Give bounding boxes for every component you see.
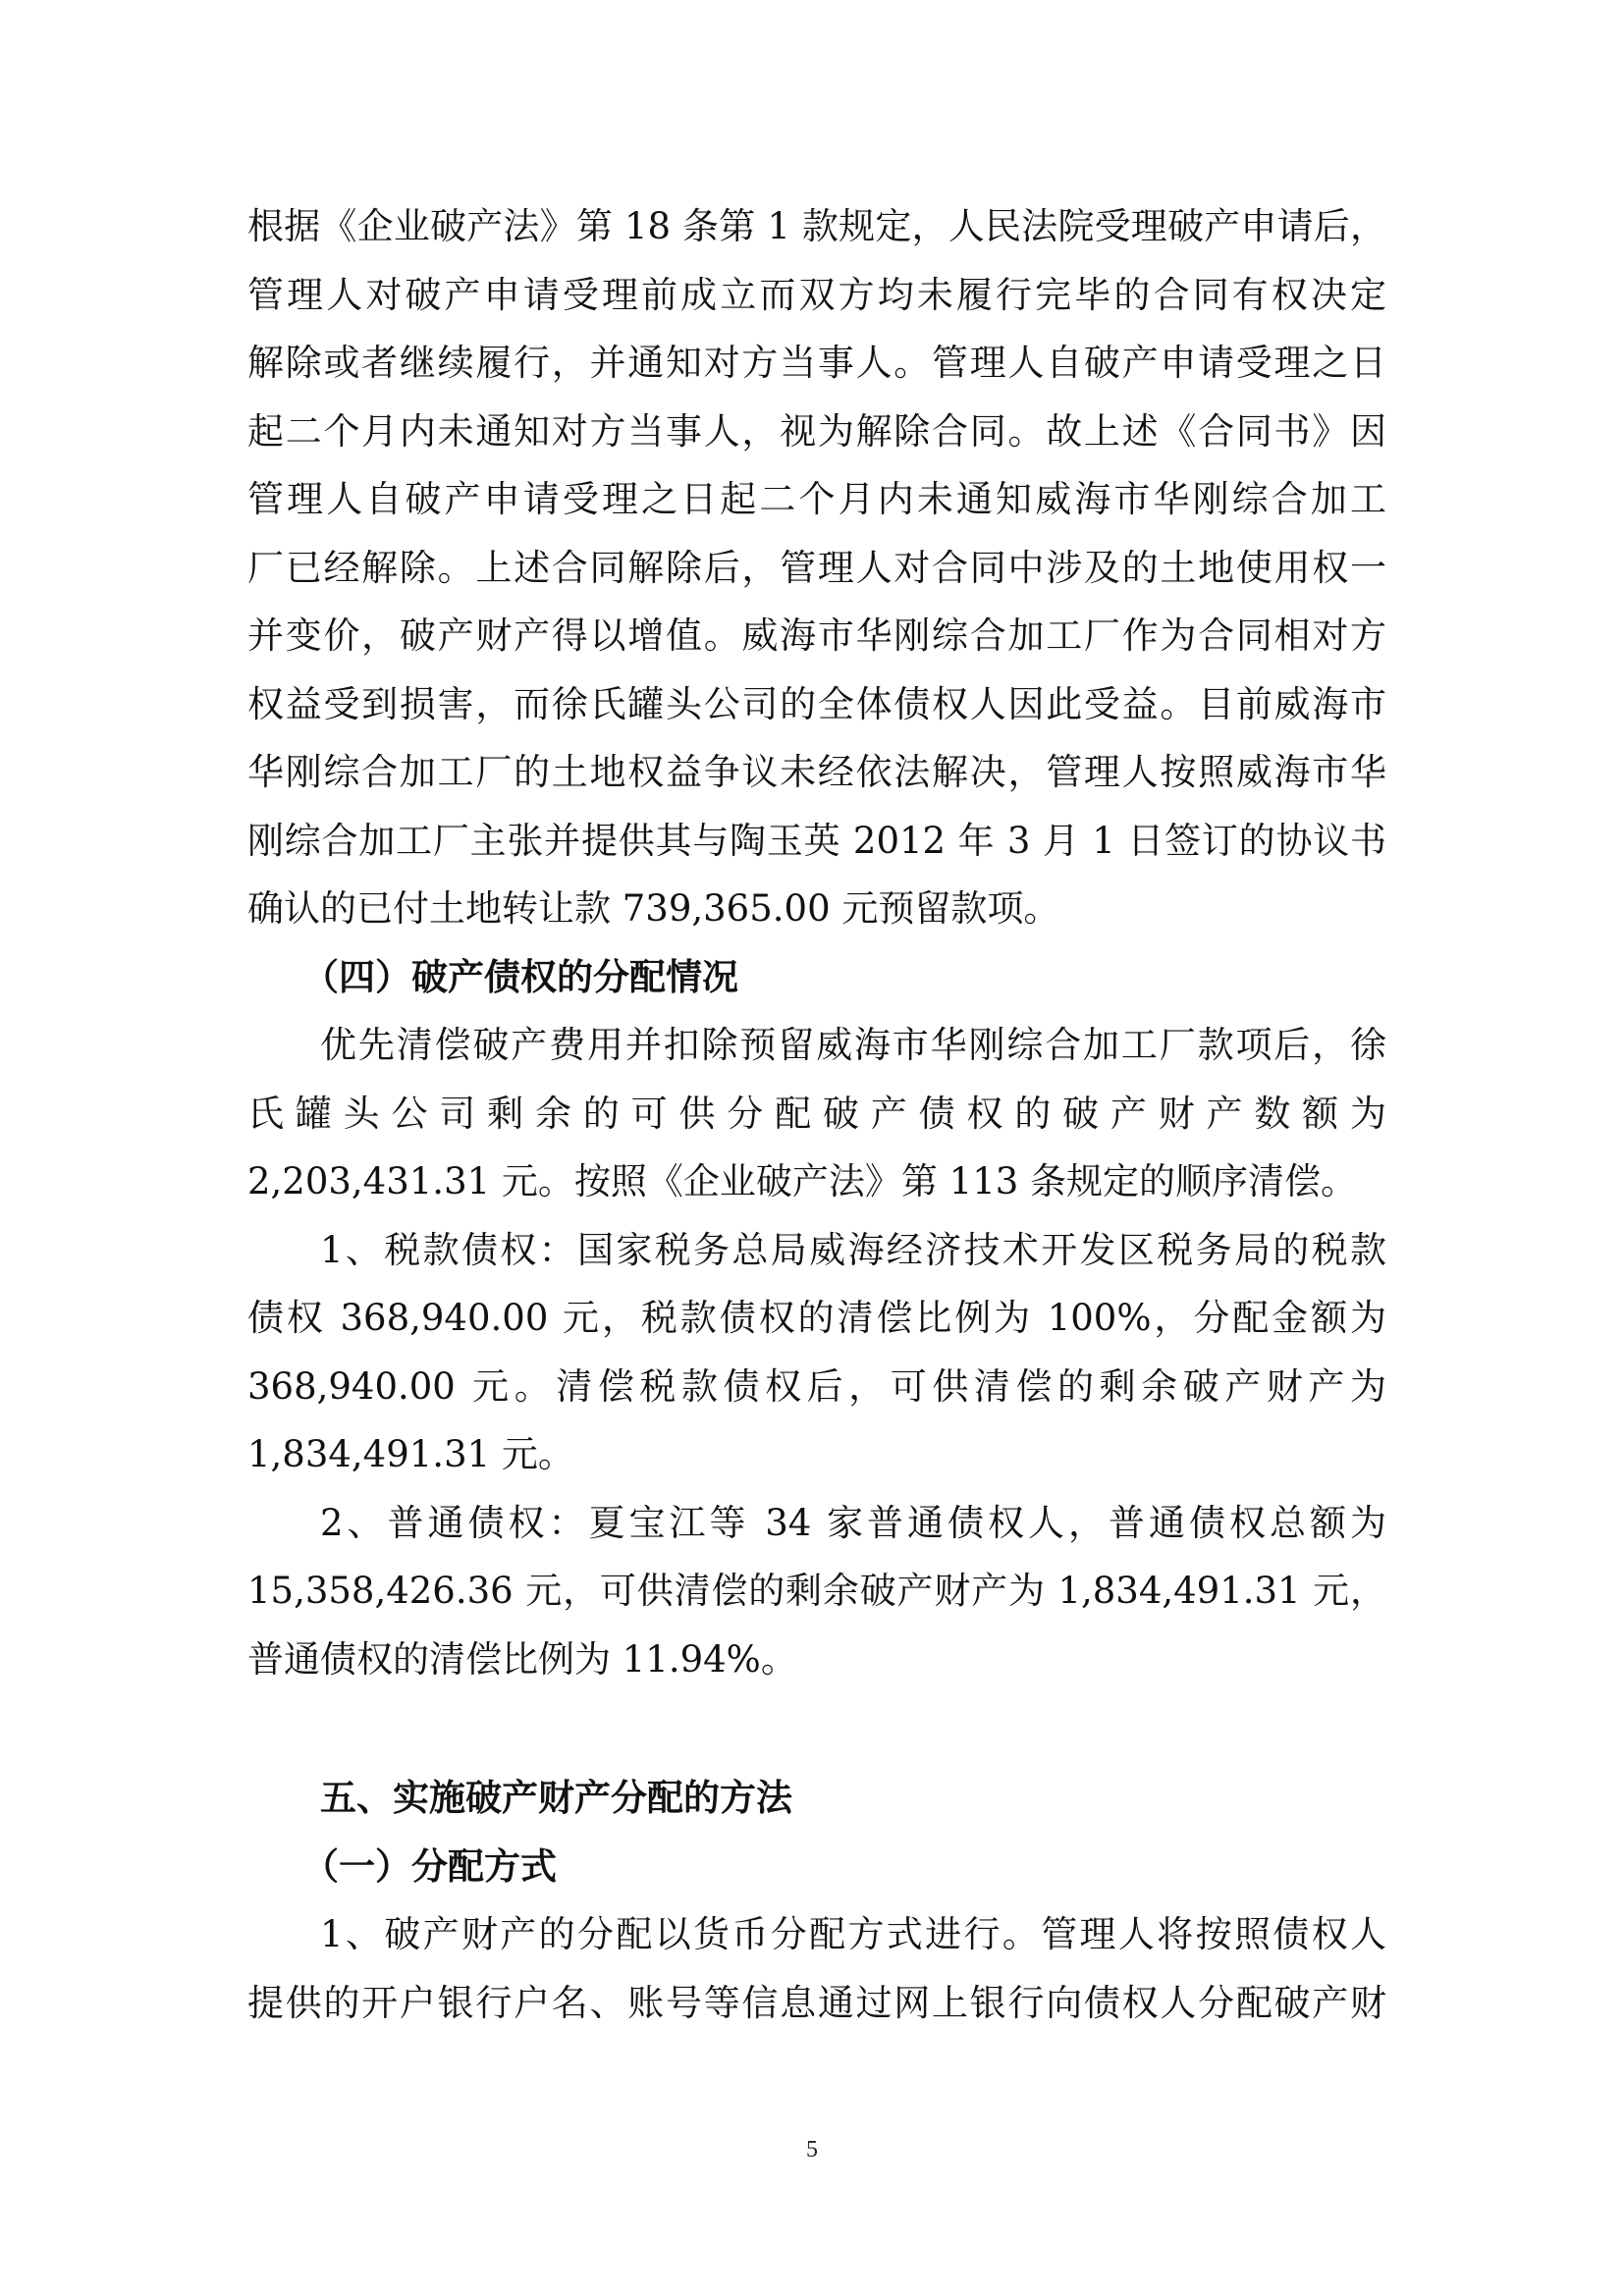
text-line: 并变价，破产财产得以增值。威海市华刚综合加工厂作为合同相对方 bbox=[247, 614, 1386, 657]
text-line: 起二个月内未通知对方当事人，视为解除合同。故上述《合同书》因 bbox=[247, 409, 1386, 453]
heading-claims-distribution: （四）破产债权的分配情况 bbox=[302, 954, 738, 998]
text-line: 2、普通债权：夏宝江等 34 家普通债权人，普通债权总额为 bbox=[320, 1501, 1386, 1544]
text-line: 氏罐头公司剩余的可供分配破产债权的破产财产数额为 bbox=[247, 1092, 1386, 1135]
paragraph-tax-claims bbox=[247, 1216, 1386, 1489]
text-line: 厂已经解除。上述合同解除后，管理人对合同中涉及的土地使用权一 bbox=[247, 546, 1386, 589]
section-title-distribution-method: 五、实施破产财产分配的方法 bbox=[320, 1776, 792, 1819]
text-line: 提供的开户银行户名、账号等信息通过网上银行向债权人分配破产财 bbox=[247, 1981, 1386, 2024]
text-line: 1、破产财产的分配以货币分配方式进行。管理人将按照债权人 bbox=[320, 1913, 1386, 1955]
text-line: 2,203,431.31 元。按照《企业破产法》第 113 条规定的顺序清偿。 bbox=[247, 1160, 1358, 1202]
text-line: 权益受到损害，而徐氏罐头公司的全体债权人因此受益。目前威海市 bbox=[247, 682, 1386, 725]
text-line: 解除或者继续履行，并通知对方当事人。管理人自破产申请受理之日 bbox=[247, 342, 1386, 384]
text-line: 债权 368,940.00 元，税款债权的清偿比例为 100%，分配金额为 bbox=[247, 1297, 1386, 1339]
text-line: 1,834,491.31 元。 bbox=[247, 1433, 574, 1475]
paragraph-monetary-distribution bbox=[247, 1900, 1386, 2037]
heading-distribution-mode: （一）分配方式 bbox=[302, 1843, 557, 1888]
text-line: 普通债权的清偿比例为 11.94%。 bbox=[247, 1637, 797, 1681]
text-line: 华刚综合加工厂的土地权益争议未经依法解决，管理人按照威海市华 bbox=[247, 751, 1386, 793]
text-line: 368,940.00 元。清偿税款债权后，可供清偿的剩余破产财产为 bbox=[247, 1364, 1386, 1408]
text-line: 刚综合加工厂主张并提供其与陶玉英 2012 年 3 月 1 日签订的协议书 bbox=[247, 819, 1386, 862]
text-line: 管理人自破产申请受理之日起二个月内未通知威海市华刚综合加工 bbox=[247, 478, 1386, 520]
text-line: 15,358,426.36 元，可供清偿的剩余破产财产为 1,834,491.31 元， bbox=[247, 1570, 1386, 1612]
paragraph-distributable-assets bbox=[247, 1011, 1386, 1216]
text-line: 1、税款债权：国家税务总局威海经济技术开发区税务局的税款 bbox=[320, 1228, 1386, 1271]
paragraph-contract-termination bbox=[247, 192, 1386, 943]
page-number: 5 bbox=[806, 2137, 818, 2163]
text-line: 根据《企业破产法》第 18 条第 1 款规定，人民法院受理破产申请后， bbox=[247, 205, 1386, 247]
section-spacer bbox=[247, 1693, 1386, 1764]
text-line: 管理人对破产申请受理前成立而双方均未履行完毕的合同有权决定 bbox=[247, 273, 1386, 316]
text-line: 优先清偿破产费用并扣除预留威海市华刚综合加工厂款项后，徐 bbox=[320, 1024, 1386, 1066]
text-line: 确认的已付土地转让款 739,365.00 元预留款项。 bbox=[247, 887, 1060, 930]
paragraph-ordinary-claims bbox=[247, 1489, 1386, 1694]
document-body bbox=[247, 192, 1386, 2037]
